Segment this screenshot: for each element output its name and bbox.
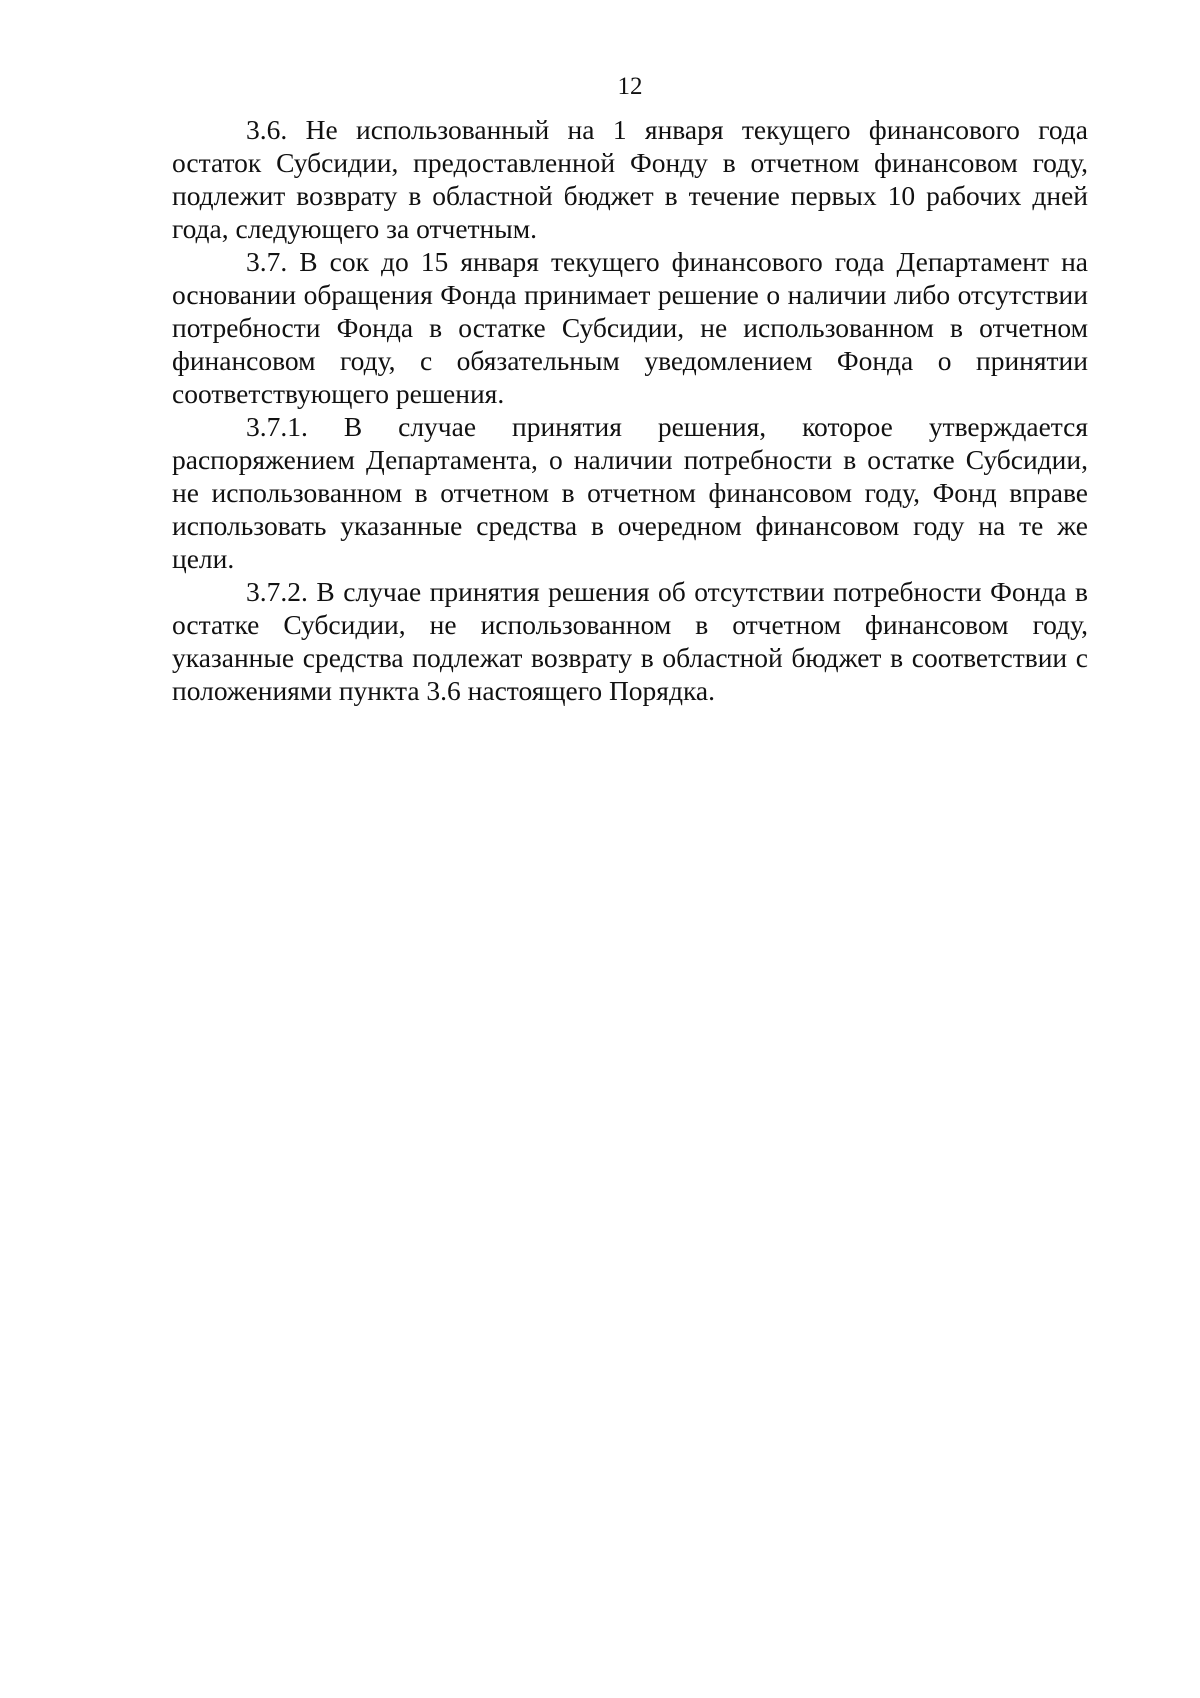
paragraph-3-6: 3.6. Не использованный на 1 января текущего финансового года остаток Субсидии, предоставленной Фонду в отчетном финансовом году, подлежит возврату в областной бюджет в течение первых 10 рабочих дней года, следующего за отчетным.: [172, 114, 1088, 244]
document-body: [172, 113, 1088, 707]
paragraph-3-7-1: 3.7.1. В случае принятия решения, которое утверждается распоряжением Департамента, о наличии потребности в остатке Субсидии, не использованном в отчетном в отчетном финансовом году, Фонд вправе использовать указанные средства в очередном финансовом году на те же цели.: [172, 411, 1088, 574]
paragraph-3-7: 3.7. В сок до 15 января текущего финансового года Департамент на основании обращения Фонда принимает решение о наличии либо отсутствии потребности Фонда в остатке Субсидии, не использованном в отчетном финансовом году, с обязательным уведомлением Фонда о принятии соответствующего решения.: [172, 246, 1088, 409]
page-number: 12: [617, 73, 643, 100]
paragraph-3-7-2: 3.7.2. В случае принятия решения об отсутствии потребности Фонда в остатке Субсидии, не использованном в отчетном финансовом году, указанные средства подлежат возврату в областной бюджет в соответствии с положениями пункта 3.6 настоящего Порядка.: [172, 576, 1088, 706]
